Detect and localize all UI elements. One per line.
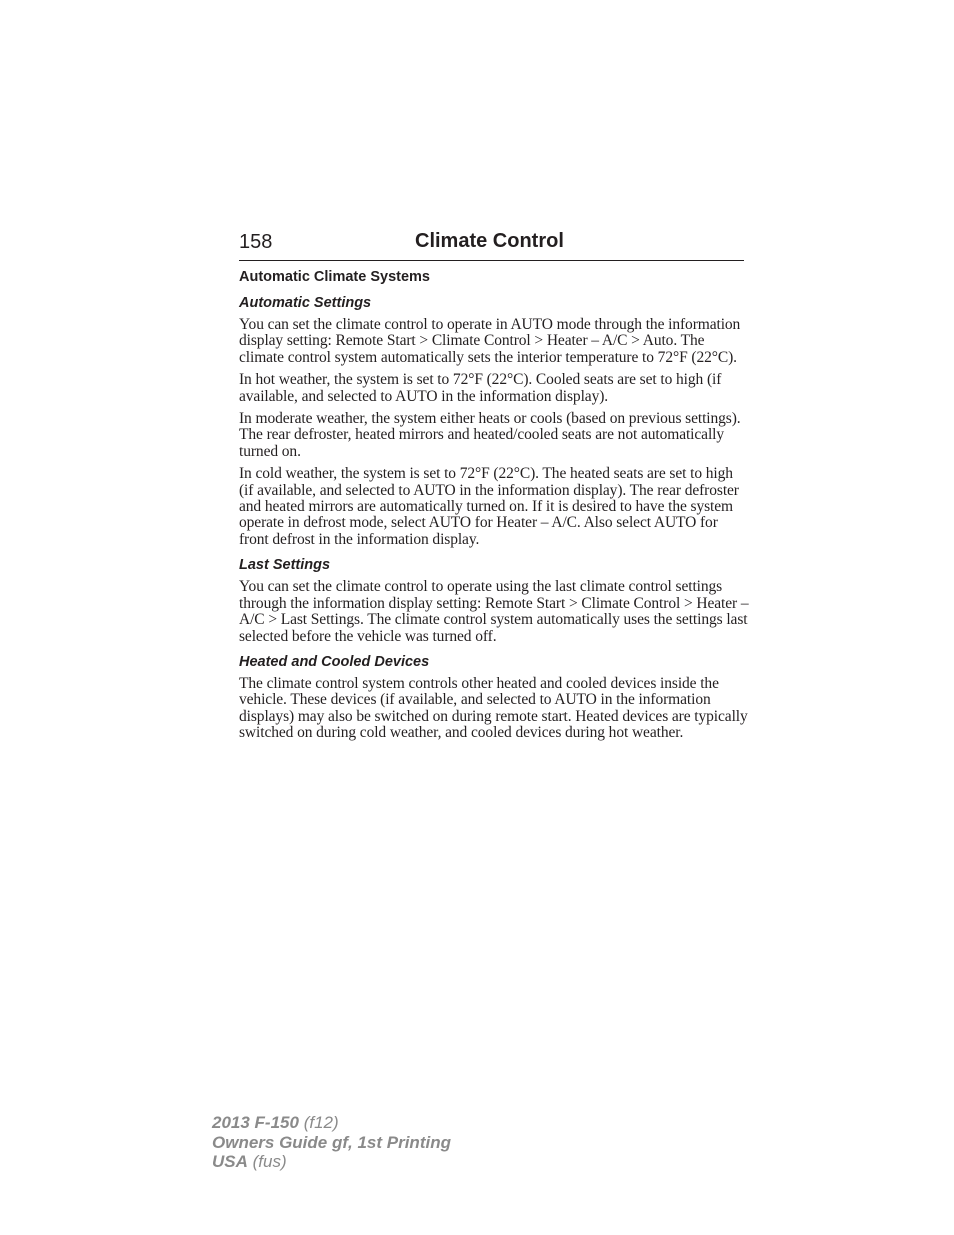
footer-model-code: (f12) xyxy=(303,1113,339,1132)
footer-model: 2013 F-150 xyxy=(212,1113,299,1132)
chapter-title: Climate Control xyxy=(415,230,564,252)
footer-line-guide xyxy=(212,1133,451,1153)
paragraph: You can set the climate control to operate in AUTO mode through the information display setting: Remote Start > Climate Control > Heater – A/C > Auto. The climate control system automatically sets the interior temperature to 72°F (22°C). xyxy=(239,316,741,366)
paragraph: You can set the climate control to operate using the last climate control settings through the information display setting: Remote Start > Climate Control > Heater – A/C > Last Settings. The climate control system automatically uses the settings last selected before the vehicle was turned off. xyxy=(239,578,749,645)
paragraph: In cold weather, the system is set to 72°F (22°C). The heated seats are set to high (if available, and selected to AUTO in the information display). The rear defroster and heated mirrors are automatically turned on. If it is desired to have the system operate in defrost mode, select AUTO for Heater – A/C. Also select AUTO for front defrost in the information display. xyxy=(239,465,739,548)
subsection-last-settings xyxy=(239,556,749,645)
subsection-heated-cooled-devices xyxy=(239,653,749,742)
paragraph: In hot weather, the system is set to 72°F (22°C). Cooled seats are set to high (if available, and selected to AUTO in the information display). xyxy=(239,371,722,405)
section-heading: Automatic Climate Systems xyxy=(239,269,430,285)
subsection-heading: Automatic Settings xyxy=(239,295,372,311)
footer-guide: Owners Guide gf, 1st Printing xyxy=(212,1132,451,1152)
footer-line-region xyxy=(212,1152,451,1172)
page-number: 158 xyxy=(239,231,273,253)
footer-line-model xyxy=(212,1113,451,1133)
paragraph: In moderate weather, the system either heats or cools (based on previous settings). The rear defroster, heated mirrors and heated/cooled seats are not automatically turned on. xyxy=(239,410,741,460)
page-header xyxy=(239,228,744,261)
page-content xyxy=(239,268,749,748)
footer-region-code: (fus) xyxy=(252,1152,287,1171)
paragraph: The climate control system controls other heated and cooled devices inside the vehicle. These devices (if available, and selected to AUTO in the information displays) may also be switched on during remote start. Heated devices are typically switched on during cold weather, and cooled devices during hot weather. xyxy=(239,674,748,742)
footer-region: USA xyxy=(212,1152,248,1171)
subsection-automatic-settings xyxy=(239,294,749,548)
subsection-heading: Last Settings xyxy=(239,557,331,574)
subsection-heading: Heated and Cooled Devices xyxy=(239,653,430,670)
page-footer xyxy=(212,1113,451,1172)
